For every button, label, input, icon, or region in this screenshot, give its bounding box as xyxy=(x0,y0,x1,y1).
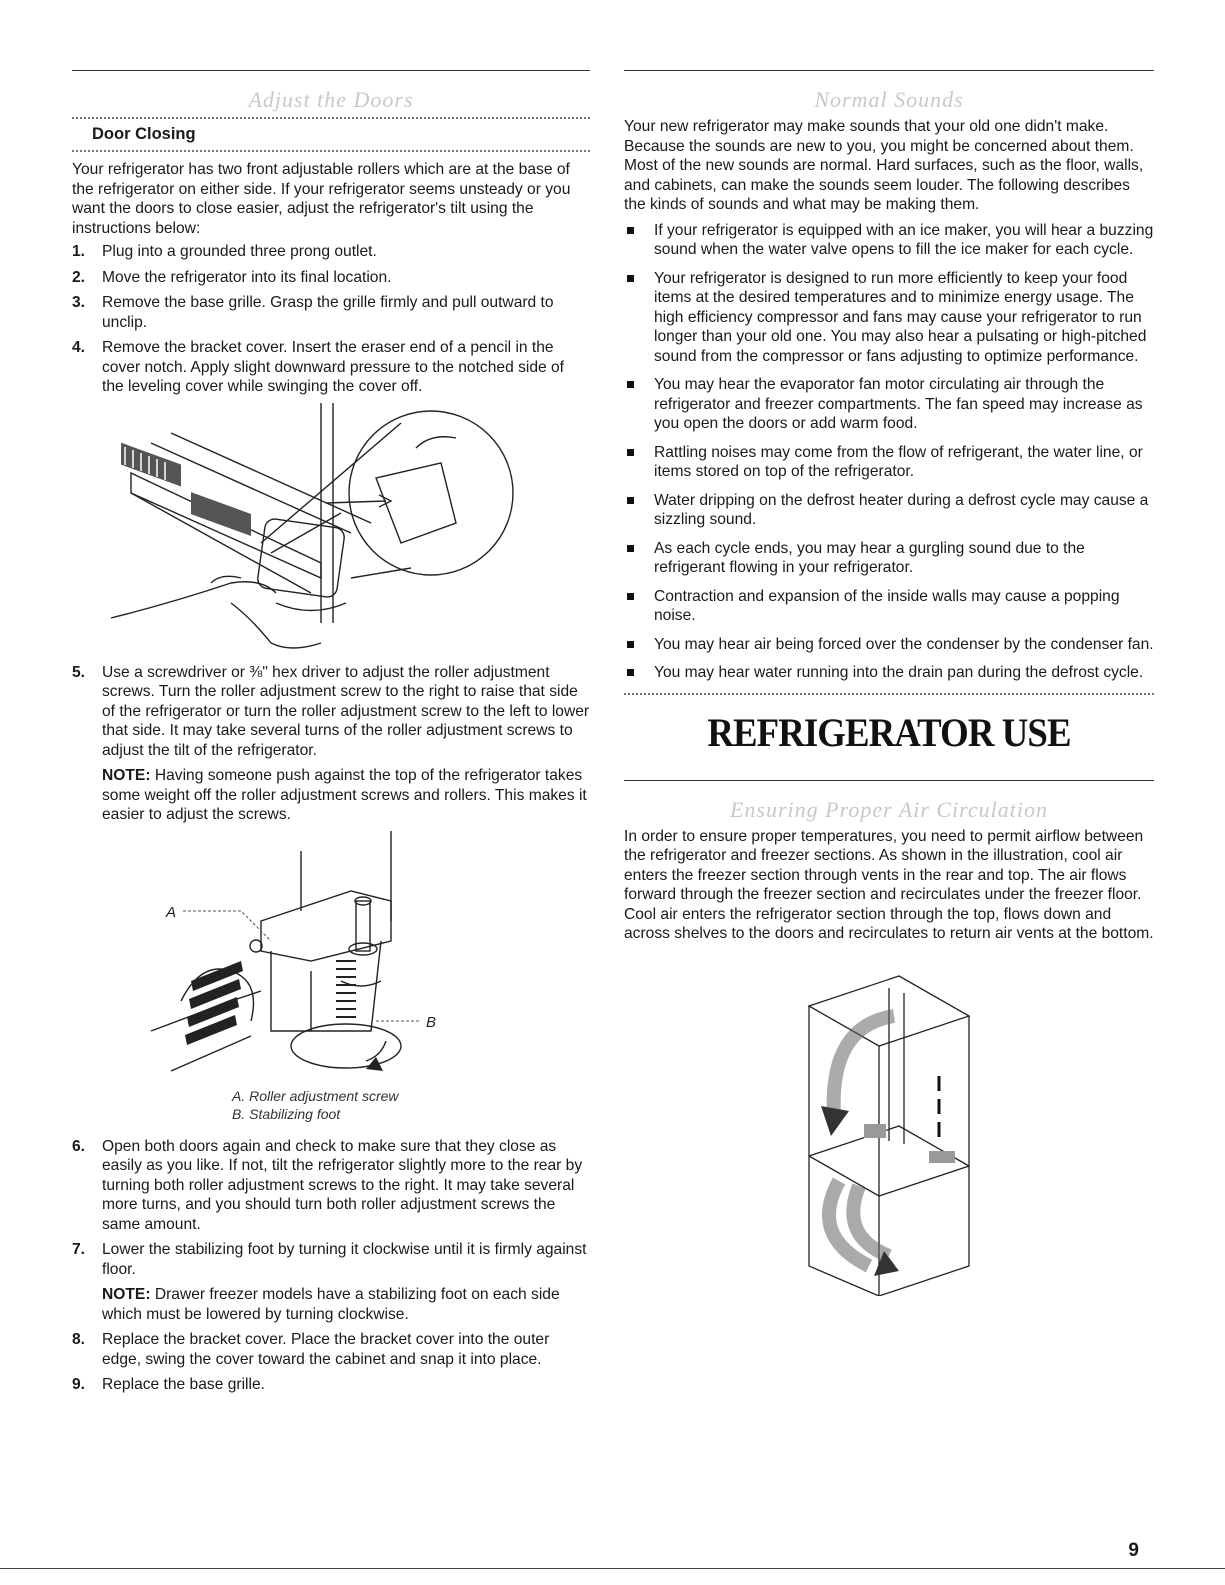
step-number: 9. xyxy=(72,1376,86,1393)
step-item xyxy=(72,338,590,397)
step-item xyxy=(72,1375,590,1395)
list-item-text: Rattling noises may come from the flow of refrigerant, the water line, or items stored on top of the refrigerator. xyxy=(654,443,1143,480)
bottom-rule xyxy=(0,1568,1225,1569)
step-text: Use a screwdriver or ⅜" hex driver to adjust the roller adjustment screws. Turn the roller adjustment screw to the right to raise that side of the refrigerator or turn the roller adjustment screw to the left to lower that side. It may take several turns of the roller adjustment screws to adjust the tilt of the refrigerator. xyxy=(102,663,590,759)
step-text: Lower the stabilizing foot by turning it clockwise until it is firmly against floor. xyxy=(102,1241,587,1278)
list-item xyxy=(624,221,1154,260)
step-number: 4. xyxy=(72,339,86,356)
bullet-square-icon xyxy=(627,497,634,504)
bracket-cover-illustration xyxy=(111,403,551,653)
figure-caption-b: B. Stabilizing foot xyxy=(232,1105,341,1122)
step-text: Replace the base grille. xyxy=(102,1376,265,1393)
step-text: Replace the bracket cover. Place the bracket cover into the outer edge, swing the cover toward the cabinet and snap it into place. xyxy=(102,1331,550,1368)
step-number: 6. xyxy=(72,1137,86,1155)
section-title-adjust-doors: Adjust the Doors xyxy=(248,87,414,112)
list-item-text: Contraction and expansion of the inside walls may cause a popping noise. xyxy=(654,587,1120,624)
step-item xyxy=(72,242,590,262)
list-item-text: You may hear air being forced over the condenser by the condenser fan. xyxy=(654,635,1154,653)
steps-list-a xyxy=(72,242,590,397)
section-rule xyxy=(624,780,1154,781)
step-item xyxy=(72,1240,590,1324)
note-text: Drawer freezer models have a stabilizing foot on each side which must be lowered by turning clockwise. xyxy=(102,1286,560,1323)
section-title-air-circulation: Ensuring Proper Air Circulation xyxy=(729,796,1049,822)
air-circulation-paragraph: In order to ensure proper temperatures, you need to permit airflow between the refrigerator and freezer sections. As shown in the illustration, cool air enters the freezer section through vents in the rear and top. The air flows forward through the freezer section and recirculates under the freezer floor. Cool air enters the refrigerator section through the top, flows down and across shelves to the doors and recirculates to return air vents at the bottom. xyxy=(624,827,1154,942)
note-label: NOTE: xyxy=(102,1286,151,1303)
list-item-text: If your refrigerator is equipped with an ice maker, you will hear a buzzing sound when the water valve opens to fill the ice maker for each cycle. xyxy=(654,221,1154,258)
list-item-text: Water dripping on the defrost heater during a defrost cycle may cause a sizzling sound. xyxy=(654,491,1149,528)
steps-list-b xyxy=(72,1137,590,1395)
air-circulation-illustration xyxy=(769,966,1009,1296)
step-item xyxy=(72,663,590,825)
list-item-text: You may hear water running into the drain pan during the defrost cycle. xyxy=(654,664,1144,681)
steps-list-step5 xyxy=(72,663,590,825)
step-note xyxy=(102,766,590,825)
bullet-square-icon xyxy=(627,641,634,648)
step-item xyxy=(72,1137,590,1235)
step-number: 7. xyxy=(72,1241,86,1258)
step-text: Remove the base grille. Grasp the grille firmly and pull outward to unclip. xyxy=(102,294,554,331)
step-number: 8. xyxy=(72,1331,86,1348)
step-text: Open both doors again and check to make sure that they close as easily as you like. If not, tilt the refrigerator slightly more to the rear by turning both roller adjustment screws to the right. It may take several more turns, and you should turn both roller adjustment screws the same amount. xyxy=(102,1137,583,1233)
step-number: 1. xyxy=(72,243,86,260)
list-item-text: Your refrigerator is designed to run more efficiently to keep your food items at the desired temperatures and to minimize energy usage. The high efficiency compressor and fans may cause your refrigerator to run longer than your old one. You may also hear a pulsating or high-pitched sound from the compressor or fans adjusting to optimize performance. xyxy=(654,269,1147,365)
top-rule xyxy=(72,70,590,71)
note-text: Having someone push against the top of the refrigerator takes some weight off the roller adjustment screws and rollers. This makes it easier to adjust the screws. xyxy=(102,767,587,823)
bullet-square-icon xyxy=(627,593,634,600)
roller-adjustment-illustration xyxy=(111,831,551,1081)
list-item xyxy=(624,269,1154,367)
step-number: 3. xyxy=(72,294,86,311)
step-number: 2. xyxy=(72,268,86,286)
dotted-divider xyxy=(72,117,590,119)
subheading-door-closing: Door Closing xyxy=(92,125,196,143)
bullet-square-icon xyxy=(627,545,634,552)
figure-caption-a: A. Roller adjustment screw xyxy=(232,1087,399,1104)
list-item xyxy=(624,539,1154,578)
top-rule xyxy=(624,70,1154,71)
bullet-square-icon xyxy=(627,669,634,676)
list-item xyxy=(624,375,1154,434)
left-column xyxy=(72,70,590,1401)
list-item-text: As each cycle ends, you may hear a gurgling sound due to the refrigerant flowing in your refrigerator. xyxy=(654,539,1085,576)
list-item xyxy=(624,663,1154,683)
step-note xyxy=(102,1285,590,1324)
step-text: Move the refrigerator into its final location. xyxy=(102,268,392,286)
step-number: 5. xyxy=(72,663,86,681)
intro-paragraph: Your refrigerator has two front adjustable rollers which are at the base of the refrigerator on either side. If your refrigerator seems unsteady or you want the doors to close easier, adjust the refrigerator's tilt using the instructions below: xyxy=(72,161,571,237)
step-text: Remove the bracket cover. Insert the eraser end of a pencil in the cover notch. Apply slight downward pressure to the notched side of the leveling cover while swinging the cover off. xyxy=(102,339,565,395)
figure-label-b: B xyxy=(426,1013,437,1031)
list-item xyxy=(624,587,1154,626)
bullet-square-icon xyxy=(627,275,634,282)
list-item xyxy=(624,635,1154,655)
chapter-heading-refrigerator-use: REFRIGERATOR USE xyxy=(707,709,1071,755)
right-column xyxy=(624,70,1154,1296)
sounds-bullet-list xyxy=(624,221,1154,683)
note-label: NOTE: xyxy=(102,767,151,784)
figure-label-a: A xyxy=(166,903,177,921)
step-text: Plug into a grounded three prong outlet. xyxy=(102,243,377,260)
step-item xyxy=(72,293,590,332)
bullet-square-icon xyxy=(627,381,634,388)
dotted-divider xyxy=(72,150,590,152)
list-item xyxy=(624,443,1154,482)
section-title-normal-sounds: Normal Sounds xyxy=(814,87,964,112)
step-item xyxy=(72,268,590,288)
list-item-text: You may hear the evaporator fan motor circulating air through the refrigerator and freezer compartments. The fan speed may increase as you open the doors or add warm food. xyxy=(654,376,1143,432)
step-item xyxy=(72,1330,590,1369)
page-number: 9 xyxy=(1128,1540,1139,1561)
list-item xyxy=(624,491,1154,530)
bullet-square-icon xyxy=(627,449,634,456)
bullet-square-icon xyxy=(627,227,634,234)
sounds-intro-paragraph: Your new refrigerator may make sounds that your old one didn't make. Because the sounds are new to you, you might be concerned about them. Most of the new sounds are normal. Hard surfaces, such as the floor, walls, and cabinets, can make the sounds seem louder. The following describes the kinds of sounds and what may be making them. xyxy=(624,118,1144,213)
dotted-divider xyxy=(624,693,1154,695)
